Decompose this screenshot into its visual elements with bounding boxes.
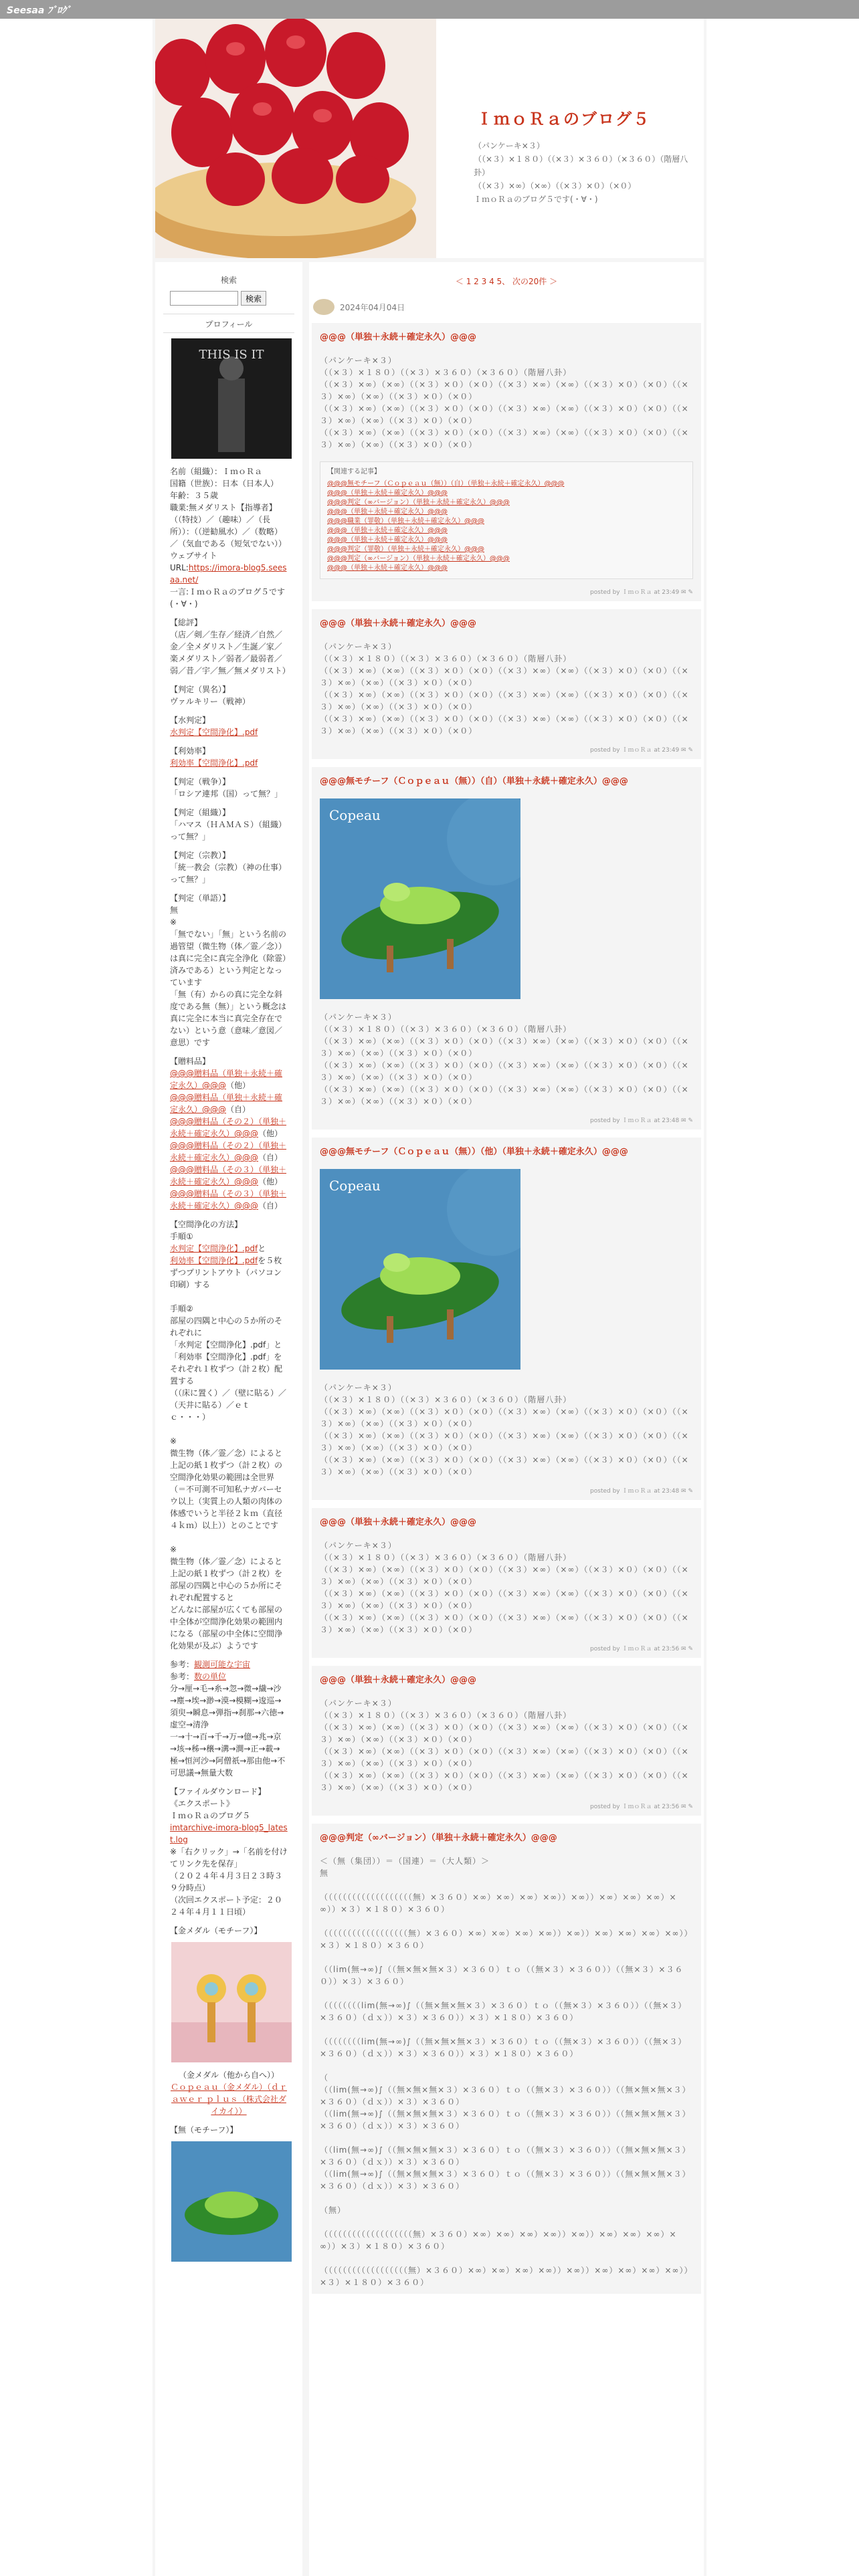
entry-title[interactable]: @@@（単独＋永続＋確定永久）@@@: [320, 1517, 477, 1527]
posted-by: [320, 1802, 693, 1810]
entry-body: （パンケーキ×３） （（×３）×１８０）（（×３）×３６０）（×３６０）（階層八卦） （（×３）×∞）（×∞）（（×３）×０）（×０）（（×３）×∞）（×∞）（（×３）×０）（×０）（（×３）×∞）（×∞）（（×３）×０）（×０） （（×３）×∞）（×∞）（（×３）×０）（×０）（（×３）×∞）（×∞）（（×３）×０）（×０）（（×３）×∞）（×∞）（（×３）×０）（×０） （（×３）×∞）（×∞）（（×３）×０）（×０）（（×３）×∞）（×∞）（（×３）×０）（×０）（（×３）×∞）（×∞）（（×３）×０）（×０）: [320, 1541, 689, 1634]
blog-entry: [312, 323, 701, 601]
related-articles: [320, 461, 693, 579]
blog-entry: [312, 1666, 701, 1816]
profile-heading: プロフィール: [205, 320, 253, 329]
related-article-link[interactable]: @@@（単独＋永続＋確定永久）@@@: [327, 536, 448, 544]
sidebar-section-text: 【水判定】: [170, 716, 211, 725]
profile-text: [170, 465, 288, 610]
photo-watermark: Copeau: [329, 807, 381, 823]
souvenir-item: [170, 1140, 288, 1164]
search-input[interactable]: [170, 291, 238, 306]
entry-title[interactable]: @@@（単独＋永続＋確定永久）@@@: [320, 619, 477, 629]
entry-title[interactable]: @@@判定（∞バージョン）（単独＋永続＋確定永久）@@@: [320, 1833, 557, 1843]
sidebar-section-text: 【判定（宗教）】 「統一教会（宗教）（神の仕事）って無？」: [170, 851, 287, 884]
seesaa-logo[interactable]: Seesaa ﾌﾞﾛｸﾞ: [7, 5, 72, 16]
purify-link-water[interactable]: 水判定【空間浄化】.pdf: [170, 1244, 258, 1253]
comment-icon[interactable]: ✉ ✎: [679, 1646, 693, 1652]
photo-watermark: Copeau: [329, 1178, 381, 1194]
related-article-link[interactable]: @@@（単独＋永続＋確定永久）@@@: [327, 490, 448, 497]
related-article-link[interactable]: @@@判定（罪敬）（単独＋永続＋確定永久）@@@: [327, 546, 484, 553]
posted-by: [320, 1486, 693, 1495]
comment-icon[interactable]: ✉ ✎: [679, 1804, 693, 1810]
related-article-link[interactable]: @@@（単独＋永続＋確定永久）@@@: [327, 508, 448, 516]
download-section: [170, 1786, 288, 1918]
entry-list: [309, 323, 704, 2294]
purify-section: [170, 1218, 288, 1652]
souvenir-suffix: （他）: [258, 1177, 283, 1186]
profile-greeting: 一言:ＩｍｏＲａのブログ５です(・∀・): [170, 587, 286, 609]
souvenir-link[interactable]: @@@贈料品（その３）（単独＋永続＋確定永久）@@@: [170, 1165, 287, 1186]
comment-icon[interactable]: ✉ ✎: [679, 1488, 693, 1495]
frog-leaf-photo: [320, 798, 520, 999]
posted-by: [320, 745, 693, 754]
profile-photo: [171, 338, 292, 459]
entry-title[interactable]: @@@無モチーフ（Ｃｏｐｅａｕ（無））（他）（単独＋永続＋確定永久）@@@: [320, 1147, 628, 1157]
souvenir-link[interactable]: @@@贈料品（単独＋永続＋確定永久）@@@: [170, 1093, 283, 1114]
blog-entry: [312, 1138, 701, 1500]
sidebar-section: [170, 714, 288, 738]
entry-body: ＜（無（集団））＝（国連）＝（大人類）＞ 無 （（（（（（（（（（（（（（（（（（（無）×３６０）×∞）×∞）×∞）×∞））×∞））×∞）×∞）×∞）×∞））×３）×１８０）×３６０） （（（（（（（（（（（（（（（（（（無）×３６０）×∞）×∞）×∞）×∞））×∞））×∞）×∞）×∞）×∞））×３）×１８０）×３６０） （（lim(無→∞)∫（（無×無×無×３）×３６０）ｔｏ（（無×３）×３６０））（（無×３）×３６０））×３）×３６０） （（（（（（（（lim(無→∞)∫（（無×無×無×３）×３６０）ｔｏ（（無×３）×３６０））（（無×３）×３６０）（ｄｘ））×３）×３６０））×３）×１８０）×３６０） （（（（（（（（lim(無→∞)∫（（無×無×無×３）×３６０）ｔｏ（（無×３）×３６０））（（無×３）×３６０）（ｄｘ））×３）×３６０））×３）×１８０）×３６０） （ （（lim(無→∞)∫（（無×無×無×３）×３６０）ｔｏ（（無×３）×３６０））（（無×無×無×３）×３６０）（ｄｘ））×３）×３６０） （（lim(無→∞)∫（（無×無×無×３）×３６０）ｔｏ（（無×３）×３６０））（（無×無×無×３）×３６０）（ｄｘ））×３）×３６０） （（lim(無→∞)∫（（無×無×無×３）×３６０）ｔｏ（（無×３）×３６０））（（無×無×無×３）×３６０）（ｄｘ））×３）×３６０） （（lim(無→∞)∫（（無×無×無×３）×３６０）ｔｏ（（無×３）×３６０））（（無×無×無×３）×３６０）（ｄｘ））×３）×３６０） （無） （（（（（（（（（（（（（（（（（（（無）×３６０）×∞）×∞）×∞）×∞））×∞））×∞）×∞）×∞）×∞））×３）×１８０）×３６０） （（（（（（（（（（（（（（（（（（無）×３６０）×∞）×∞）×∞）×∞））×∞））×∞）×∞）×∞）×∞））×３）×１８０）×３６０）: [320, 1856, 693, 2287]
medal-heading: 【金メダル（モチーフ）】: [170, 1926, 262, 1935]
sidebar-section-text: 【判定（単語）】 無 ※ 「無でない」「無」という名前の過管望（微生物（体／霊／念））は真に完全に真完全浄化（除霊）済みである）という判定となっています 「無（有）からの真に完全な斜度である無（無）」という概念は真に完全に本当に真完全存在でない）という意（意味／意図／意思）です: [170, 893, 287, 1047]
sidebar-section-link[interactable]: 利効率【空間浄化】.pdf: [170, 758, 258, 768]
reference-label: 参考：: [170, 1660, 195, 1669]
souvenir-suffix: （自）: [258, 1201, 283, 1210]
medal-photo: [171, 1942, 292, 2062]
souvenir-link[interactable]: @@@贈料品（その３）（単独＋永続＋確定永久）@@@: [170, 1189, 287, 1210]
site-title[interactable]: ＩｍｏＲａのブログ５: [476, 110, 650, 128]
blog-header: [155, 19, 704, 258]
reference-link-universe[interactable]: 観測可能な宇宙: [194, 1660, 251, 1669]
souvenir-suffix: （自）: [226, 1105, 251, 1114]
entry-title[interactable]: @@@無モチーフ（Ｃｏｐｅａｕ（無））（自）（単独＋永続＋確定永久）@@@: [320, 776, 628, 786]
blog-entry: [312, 609, 701, 759]
frog-motif-image: [171, 2141, 292, 2262]
souvenir-link[interactable]: @@@贈料品（その２）（単独＋永続＋確定永久）@@@: [170, 1117, 287, 1138]
divider: [163, 332, 294, 333]
souvenir-item: [170, 1067, 288, 1091]
related-article-link[interactable]: @@@職業（罪敬）（単独＋永続＋確定永久）@@@: [327, 518, 484, 525]
posted-by: [320, 587, 693, 596]
souvenir-suffix: （他）: [226, 1081, 251, 1090]
download-heading: 【ファイルダウンロード】 《エクスポート》 ＩｍｏＲａのブログ５: [170, 1787, 266, 1820]
download-link[interactable]: imtarchive-imora-blog5_latest.log: [170, 1823, 288, 1844]
related-article-link[interactable]: @@@（単独＋永続＋確定永久）@@@: [327, 527, 448, 534]
souvenir-item: [170, 1164, 288, 1188]
sidebar-section: [170, 849, 288, 885]
profile-url-link[interactable]: https://imora-blog5.seesaa.net/: [170, 563, 287, 584]
strawberry-tart-image: [155, 19, 436, 258]
reference-units-text: 分→厘→毛→糸→忽→微→繊→沙→塵→埃→渺→漠→模糊→逡巡→須臾→瞬息→弾指→刹那→六徳→虚空→清浄 一→十→百→千→万→億→兆→京→垓→秭→穣→溝→澗→正→載→極→恒河沙→阿僧祇→那由他→不可思議→無量大数: [170, 1684, 286, 1778]
frog-photo: [171, 2141, 292, 2262]
seesaa-topbar: [0, 0, 859, 19]
sidebar-section: [170, 745, 288, 769]
sidebar-section-text: 【総評】 （店／剣／生存／経済／自然／金／全メダリスト／生誕／家／楽メダリスト／弱者／最弱者／弱／昔／宇／無／無メダリスト）: [170, 618, 290, 675]
frog-heading: 【無（モチーフ）】: [170, 2125, 238, 2135]
purify-instructions: を５枚ずつプリントアウト（パソコン印刷）する 手順② 部屋の四隅と中心の５か所のそれぞれに 「水判定【空間浄化】.pdf」と「利効率【空間浄化】.pdf」をそれぞれ１枚ずつ（計２枚）配置する （（床に置く）／（壁に貼る）／（天井に貼る）／ｅｔｃ・・・） ※ 微生物（体／霊／念）によると 上記の紙１枚ずつ（計２枚）の空間浄化効果の範囲は全世界（＝不可測不可知私ナガバーセウ以上（実質上の人類の肉体の体感でいうと半径２ｋｍ（直径４ｋｍ）以上））とのことです ※ 微生物（体／霊／念）によると 上記の紙１枚ずつ（計２枚）を部屋の四隅と中心の５か所にそれぞれ配置すると どんなに部屋が広くても部屋の中全体が空間浄化効果の範囲内になる（部屋の中全体に空間浄化効果が及ぶ）ようです: [170, 1256, 287, 1650]
download-notes: ※「右クリック」→「名前を付けてリンク先を保存」 （２０２４年４月３日２３時３９分時点） （次回エクスポート予定：２０２４年４月１１日頃）: [170, 1847, 288, 1917]
souvenir-heading: 【贈料品】: [170, 1057, 211, 1066]
purify-heading: 【空間浄化の方法】 手順①: [170, 1220, 243, 1241]
souvenir-link[interactable]: @@@贈料品（単独＋永続＋確定永久）@@@: [170, 1069, 283, 1090]
sidebar-section-link[interactable]: 水判定【空間浄化】.pdf: [170, 728, 258, 737]
posted-by-text: posted by ＩｍｏＲａ at 23:56: [590, 1646, 680, 1652]
posted-by: [320, 1115, 693, 1124]
related-article-link[interactable]: @@@（単独＋永続＋確定永久）@@@: [327, 564, 448, 572]
sidebar-section-text: 【判定（組織）】 「ハマス（ＨＡＭＡＳ）（組織）って無？」: [170, 808, 287, 841]
reference-link-units[interactable]: 数の単位: [194, 1672, 227, 1681]
entry-title[interactable]: @@@（単独＋永続＋確定永久）@@@: [320, 1675, 477, 1685]
souvenir-suffix: （自）: [258, 1153, 283, 1162]
entry-body: （パンケーキ×３） （（×３）×１８０）（（×３）×３６０）（×３６０）（階層八卦） （（×３）×∞）（×∞）（（×３）×０）（×０）（（×３）×∞）（×∞）（（×３）×０）（×０）（（×３）×∞）（×∞）（（×３）×０）（×０） （（×３）×∞）（×∞）（（×３）×０）（×０）（（×３）×∞）（×∞）（（×３）×０）（×０）（（×３）×∞）（×∞）（（×３）×０）（×０） （（×３）×∞）（×∞）（（×３）×０）（×０）（（×３）×∞）（×∞）（（×３）×０）（×０）（（×３）×∞）（×∞）（（×３）×０）（×０）: [320, 1012, 689, 1106]
profile-details: 名前（組織）：ＩｍｏＲａ 国籍（世族）：日本（日本人） 年齢：３５歳 職業:無メダリスト【指導者】（（特技）／（趣味）／（長所））：（（逆勧風水）／（数略）／（気血である（短気でない）） ウェブサイト: [170, 467, 287, 560]
sidebar-section: [170, 892, 288, 1049]
entry-photo: [320, 1169, 520, 1370]
search-button[interactable]: 検索: [241, 291, 266, 306]
sidebar-section: [170, 617, 288, 677]
date-avatar-icon: [313, 299, 335, 315]
frog-leaf-photo: [320, 1169, 520, 1370]
posted-by-text: posted by ＩｍｏＲａ at 23:48: [590, 1488, 680, 1495]
sidebar-sections: [155, 617, 302, 1049]
reference-section: [170, 1658, 288, 1779]
purify-link-efficiency[interactable]: 利効率【空間浄化】.pdf: [170, 1256, 258, 1265]
sidebar: [155, 262, 302, 2576]
posted-by-text: posted by ＩｍｏＲａ at 23:48: [590, 1117, 680, 1124]
posted-by-text: posted by ＩｍｏＲａ at 23:56: [590, 1804, 680, 1810]
sidebar-section-text: 【判定（異名）】 ヴァルキリー（戦神）: [170, 685, 250, 706]
sidebar-section: [170, 776, 288, 800]
posted-by-text: posted by ＩｍｏＲａ at 23:49: [590, 589, 680, 596]
entry-photo: [320, 798, 520, 999]
souvenir-list: [170, 1067, 288, 1212]
sidebar-section: [170, 683, 288, 708]
souvenir-item: [170, 1188, 288, 1212]
profile-photo-caption: THIS IS IT: [199, 348, 264, 362]
sidebar-section: [170, 807, 288, 843]
sidebar-section-text: 【利効率】: [170, 746, 211, 756]
souvenir-item: [170, 1115, 288, 1140]
comment-icon[interactable]: ✉ ✎: [679, 589, 693, 596]
souvenir-item: [170, 1091, 288, 1115]
souvenir-link[interactable]: @@@贈料品（その２）（単独＋永続＋確定永久）@@@: [170, 1141, 287, 1162]
profile-url-label: URL:: [170, 563, 189, 572]
main-content: [309, 262, 704, 2576]
medal-caption-text: （金メダル（他から自へ））: [178, 2070, 279, 2080]
souvenir-suffix: （他）: [258, 1129, 283, 1138]
blog-entry: [312, 1824, 701, 2294]
related-heading: 【関連する記事】: [327, 468, 381, 475]
medal-caption: [170, 2069, 288, 2117]
entry-body: （パンケーキ×３） （（×３）×１８０）（（×３）×３６０）（×３６０）（階層八卦） （（×３）×∞）（×∞）（（×３）×０）（×０）（（×３）×∞）（×∞）（（×３）×０）（×０）（（×３）×∞）（×∞）（（×３）×０）（×０） （（×３）×∞）（×∞）（（×３）×０）（×０）（（×３）×∞）（×∞）（（×３）×０）（×０）（（×３）×∞）（×∞）（（×３）×０）（×０） （（×３）×∞）（×∞）（（×３）×０）（×０）（（×３）×∞）（×∞）（（×３）×０）（×０）（（×３）×∞）（×∞）（（×３）×０）（×０）: [320, 1383, 689, 1477]
site-description: （パンケーキ×３） （（×３）×１８０）（（×３）×３６０）（×３６０）（階層八卦） （（×３）×∞）（×∞）（（×３）×０）（×０） ＩｍｏＲａのブログ５です(・∀・): [474, 141, 688, 204]
blog-entry: [312, 767, 701, 1130]
gold-medal-image: [171, 1942, 292, 2062]
entry-body: （パンケーキ×３） （（×３）×１８０）（（×３）×３６０）（×３６０）（階層八卦） （（×３）×∞）（×∞）（（×３）×０）（×０）（（×３）×∞）（×∞）（（×３）×０）（×０）（（×３）×∞）（×∞）（（×３）×０）（×０） （（×３）×∞）（×∞）（（×３）×０）（×０）（（×３）×∞）（×∞）（（×３）×０）（×０）（（×３）×∞）（×∞）（（×３）×０）（×０） （（×３）×∞）（×∞）（（×３）×０）（×０）（（×３）×∞）（×∞）（（×３）×０）（×０）（（×３）×∞）（×∞）（（×３）×０）（×０）: [320, 1699, 689, 1792]
comment-icon[interactable]: ✉ ✎: [679, 1117, 693, 1124]
posted-by-text: posted by ＩｍｏＲａ at 23:49: [590, 747, 680, 754]
sidebar-section-text: 【判定（戦争）】 「ロシア連邦（国）って無？」: [170, 777, 283, 798]
profile-image: [171, 338, 292, 459]
entry-body: （パンケーキ×３） （（×３）×１８０）（（×３）×３６０）（×３６０）（階層八卦） （（×３）×∞）（×∞）（（×３）×０）（×０）（（×３）×∞）（×∞）（（×３）×０）（×０）（（×３）×∞）（×∞）（（×３）×０）（×０） （（×３）×∞）（×∞）（（×３）×０）（×０）（（×３）×∞）（×∞）（（×３）×０）（×０）（（×３）×∞）（×∞）（（×３）×０）（×０） （（×３）×∞）（×∞）（（×３）×０）（×０）（（×３）×∞）（×∞）（（×３）×０）（×０）（（×３）×∞）（×∞）（（×３）×０）（×０）: [320, 642, 689, 736]
blog-entry: [312, 1508, 701, 1658]
purify-conj: と: [258, 1244, 266, 1253]
date-text: 2024年04月04日: [340, 302, 405, 312]
related-article-link[interactable]: @@@判定（∞バージョン）（単独＋永続＋確定永久）@@@: [327, 555, 510, 562]
pagination[interactable]: ＜ 1 2 3 4 5、 次の20件 ＞: [455, 277, 558, 286]
date-header: [313, 299, 704, 315]
entry-body: （パンケーキ×３） （（×３）×１８０）（（×３）×３６０）（×３６０）（階層八卦） （（×３）×∞）（×∞）（（×３）×０）（×０）（（×３）×∞）（×∞）（（×３）×０）（×０）（（×３）×∞）（×∞）（（×３）×０）（×０） （（×３）×∞）（×∞）（（×３）×０）（×０）（（×３）×∞）（×∞）（（×３）×０）（×０）（（×３）×∞）（×∞）（（×３）×０）（×０） （（×３）×∞）（×∞）（（×３）×０）（×０）（（×３）×∞）（×∞）（（×３）×０）（×０）（（×３）×∞）（×∞）（（×３）×０）（×０）: [320, 356, 689, 449]
medal-link[interactable]: Ｃｏｐｅａｕ（金メダル）（ｄｒａｗｅｒ ｐｌｕｓ（株式会社ダイカイ））: [170, 2082, 287, 2116]
reference-label: 参考：: [170, 1672, 195, 1681]
souvenir-section: [170, 1055, 288, 1212]
search-heading: 検索: [220, 276, 237, 285]
related-article-link[interactable]: @@@判定（∞バージョン）（単独＋永続＋確定永久）@@@: [327, 499, 510, 506]
entry-title[interactable]: @@@（単独＋永続＋確定永久）@@@: [320, 332, 477, 342]
related-article-link[interactable]: @@@無モチーフ（Ｃｏｐｅａｕ（無））（自）（単独＋永続＋確定永久）@@@: [327, 480, 565, 488]
comment-icon[interactable]: ✉ ✎: [679, 747, 693, 754]
search-form: [170, 291, 302, 306]
posted-by: [320, 1644, 693, 1652]
